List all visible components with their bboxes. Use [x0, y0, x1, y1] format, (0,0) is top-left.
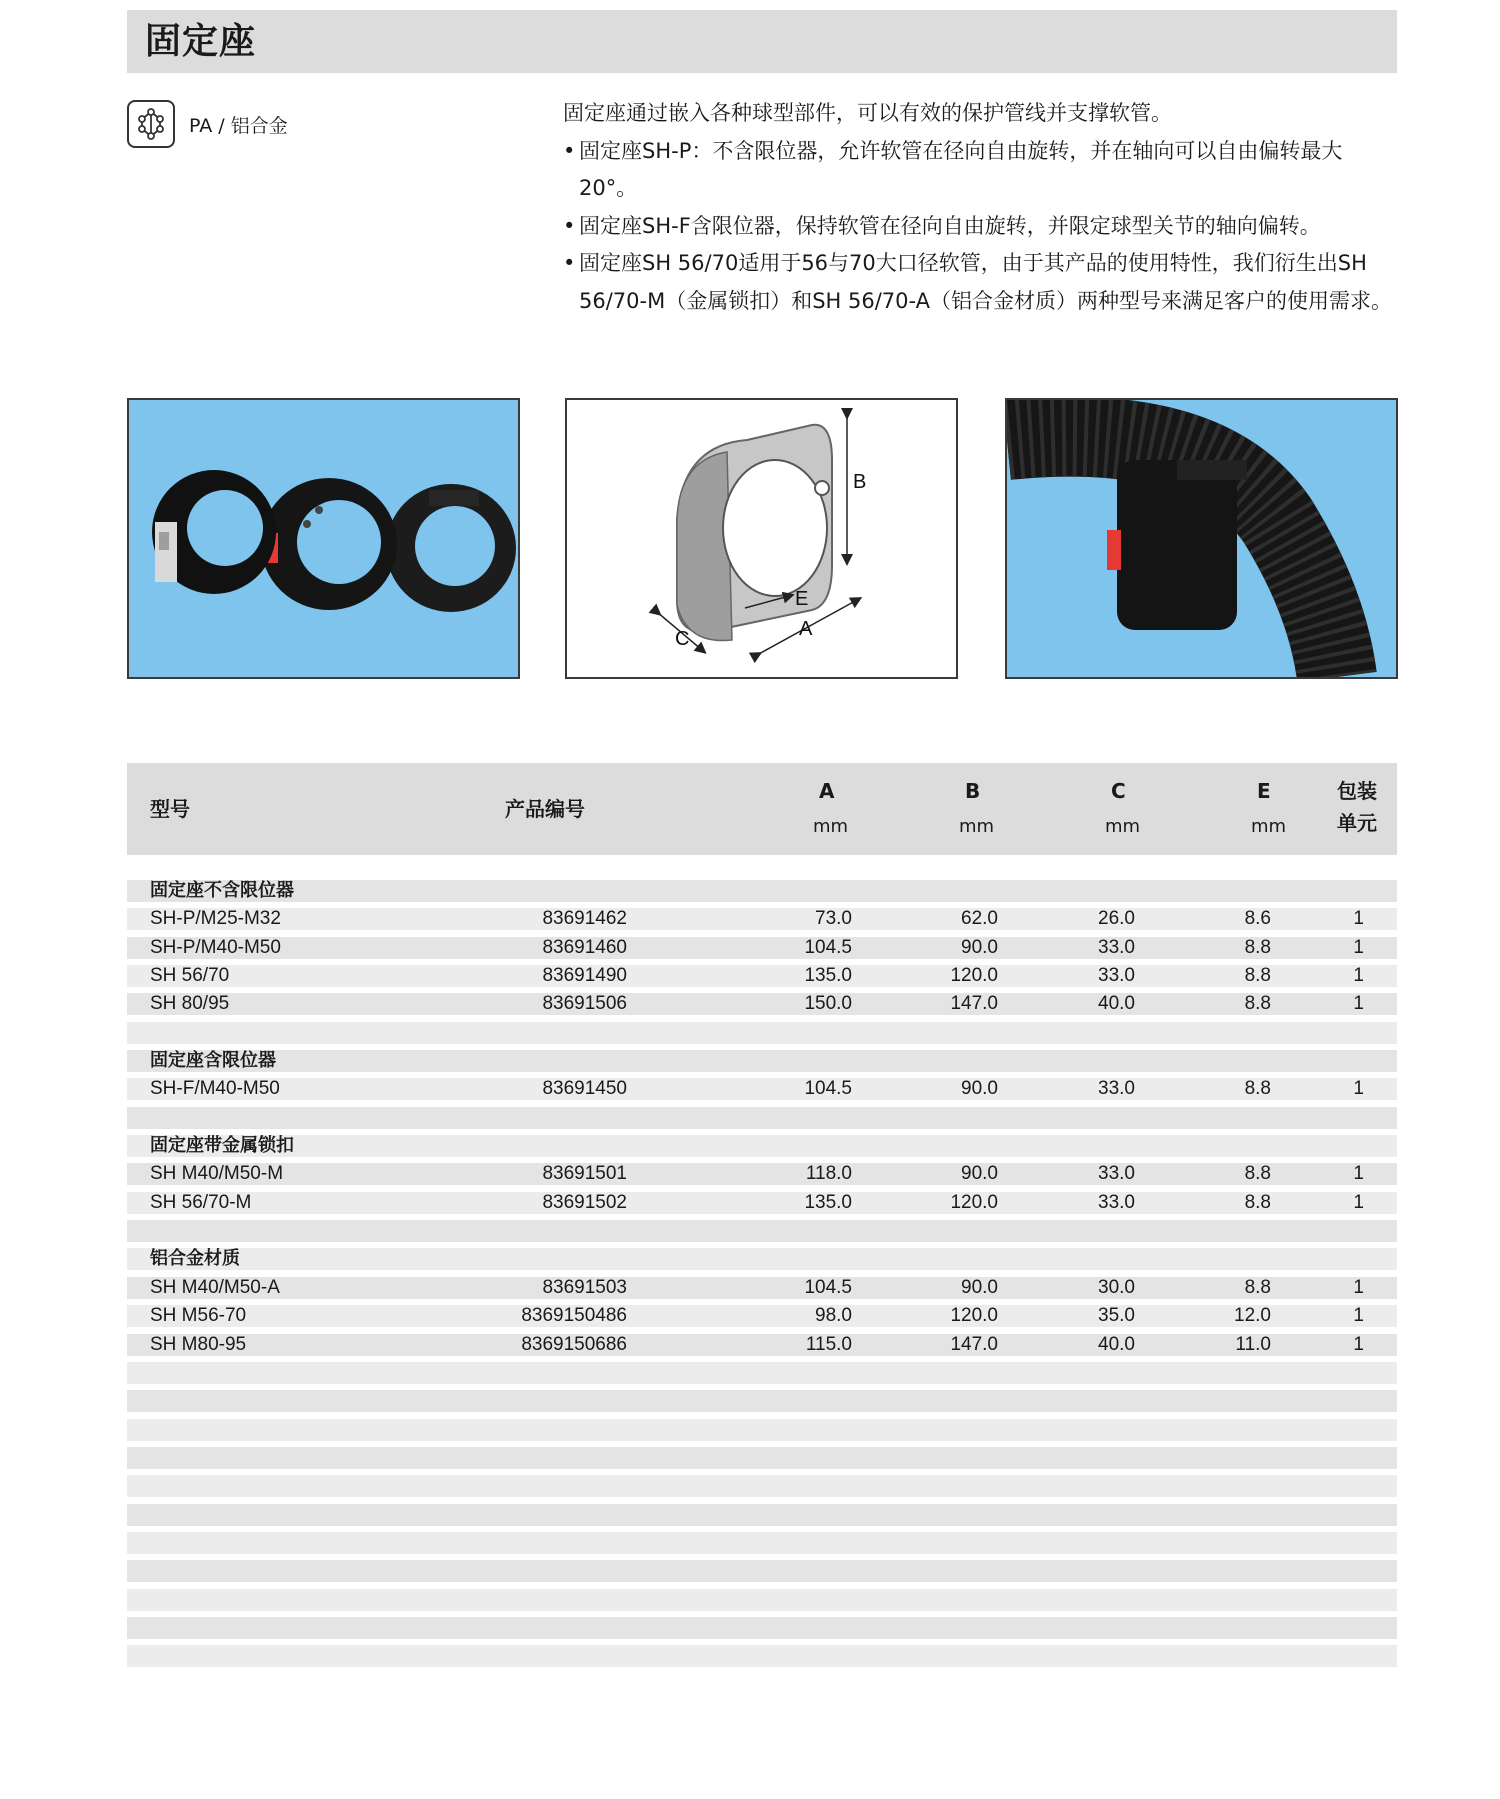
title-bar	[127, 10, 1397, 73]
header-a: A	[819, 779, 835, 803]
spacer-row	[127, 1220, 1397, 1242]
material-info	[127, 98, 288, 150]
empty-row	[127, 1617, 1397, 1639]
header-c-unit: mm	[1105, 816, 1141, 837]
header-c: C	[1111, 779, 1126, 803]
table-row: SH M56-70 8369150486 98.0 120.0 35.0 12.0 1	[127, 1305, 1397, 1327]
feature-item: • 固定座SH-F含限位器，保持软管在径向自由旋转，并限定球型关节的轴向偏转。	[563, 208, 1393, 246]
feature-item: • 固定座SH-P：不含限位器，允许软管在径向自由旋转，并在轴向可以自由偏转最大20°。	[563, 133, 1393, 208]
table-row: SH M40/M50-M 83691501 118.0 90.0 33.0 8.8 1	[127, 1163, 1397, 1185]
product-photo-clamps	[127, 398, 520, 679]
header-b-unit: mm	[959, 816, 995, 837]
clamp-black-middle	[261, 478, 397, 610]
product-photo-hose	[1005, 398, 1398, 679]
diagram-label-a: A	[799, 618, 813, 640]
group-row: 铝合金材质	[127, 1248, 1397, 1270]
diagram-label-b: B	[853, 471, 867, 493]
table-row: SH 80/95 83691506 150.0 147.0 40.0 8.8 1	[127, 993, 1397, 1015]
feature-list	[563, 133, 1393, 321]
table-row: SH 56/70 83691490 135.0 120.0 33.0 8.8 1	[127, 965, 1397, 987]
table-header	[127, 763, 1397, 855]
table-row: SH-P/M40-M50 83691460 104.5 90.0 33.0 8.8 1	[127, 937, 1397, 959]
empty-row	[127, 1419, 1397, 1441]
header-pack-line2: 单元	[1337, 811, 1377, 835]
spacer-row	[127, 1107, 1397, 1129]
page-title: 固定座	[145, 21, 257, 62]
header-a-unit: mm	[813, 816, 849, 837]
empty-row	[127, 1390, 1397, 1412]
group-row: 固定座带金属锁扣	[127, 1135, 1397, 1157]
description	[563, 95, 1393, 320]
empty-row	[127, 1532, 1397, 1554]
table-row: SH-F/M40-M50 83691450 104.5 90.0 33.0 8.8 1	[127, 1078, 1397, 1100]
diagram-label-e: E	[795, 588, 809, 610]
dimension-diagram	[565, 398, 958, 679]
table-row: SH M80-95 8369150686 115.0 147.0 40.0 11.0 1	[127, 1334, 1397, 1356]
group-row: 固定座含限位器	[127, 1050, 1397, 1072]
header-b: B	[965, 779, 981, 803]
empty-row	[127, 1589, 1397, 1611]
material-label: PA / 铝合金	[189, 114, 288, 137]
table-row: SH M40/M50-A 83691503 104.5 90.0 30.0 8.8 1	[127, 1277, 1397, 1299]
molecule-icon	[127, 100, 175, 148]
empty-row	[127, 1560, 1397, 1582]
diagram-label-c: C	[675, 628, 690, 650]
header-e: E	[1257, 779, 1271, 803]
empty-row	[127, 1475, 1397, 1497]
header-type: 型号	[150, 797, 190, 821]
table-row: SH-P/M25-M32 83691462 73.0 62.0 26.0 8.6 1	[127, 908, 1397, 930]
header-number: 产品编号	[505, 797, 585, 821]
spacer-row	[127, 1022, 1397, 1044]
group-row: 固定座不含限位器	[127, 880, 1397, 902]
table-body	[127, 880, 1397, 1674]
empty-row	[127, 1447, 1397, 1469]
empty-row	[127, 1645, 1397, 1667]
clamp-silver-left	[152, 470, 276, 594]
intro-text: 固定座通过嵌入各种球型部件，可以有效的保护管线并支撑软管。	[563, 101, 1172, 125]
header-pack-line1: 包装	[1337, 779, 1377, 803]
header-e-unit: mm	[1251, 816, 1287, 837]
clamp-black-right	[386, 484, 516, 612]
empty-row	[127, 1504, 1397, 1526]
feature-item: • 固定座SH 56/70适用于56与70大口径软管，由于其产品的使用特性，我们衍生出SH 56/70-M（金属锁扣）和SH 56/70-A（铝合金材质）两种型号来满足客户的使用需求。	[563, 245, 1393, 320]
empty-rows	[127, 1362, 1397, 1667]
empty-row	[127, 1362, 1397, 1384]
table-row: SH 56/70-M 83691502 135.0 120.0 33.0 8.8 1	[127, 1192, 1397, 1214]
